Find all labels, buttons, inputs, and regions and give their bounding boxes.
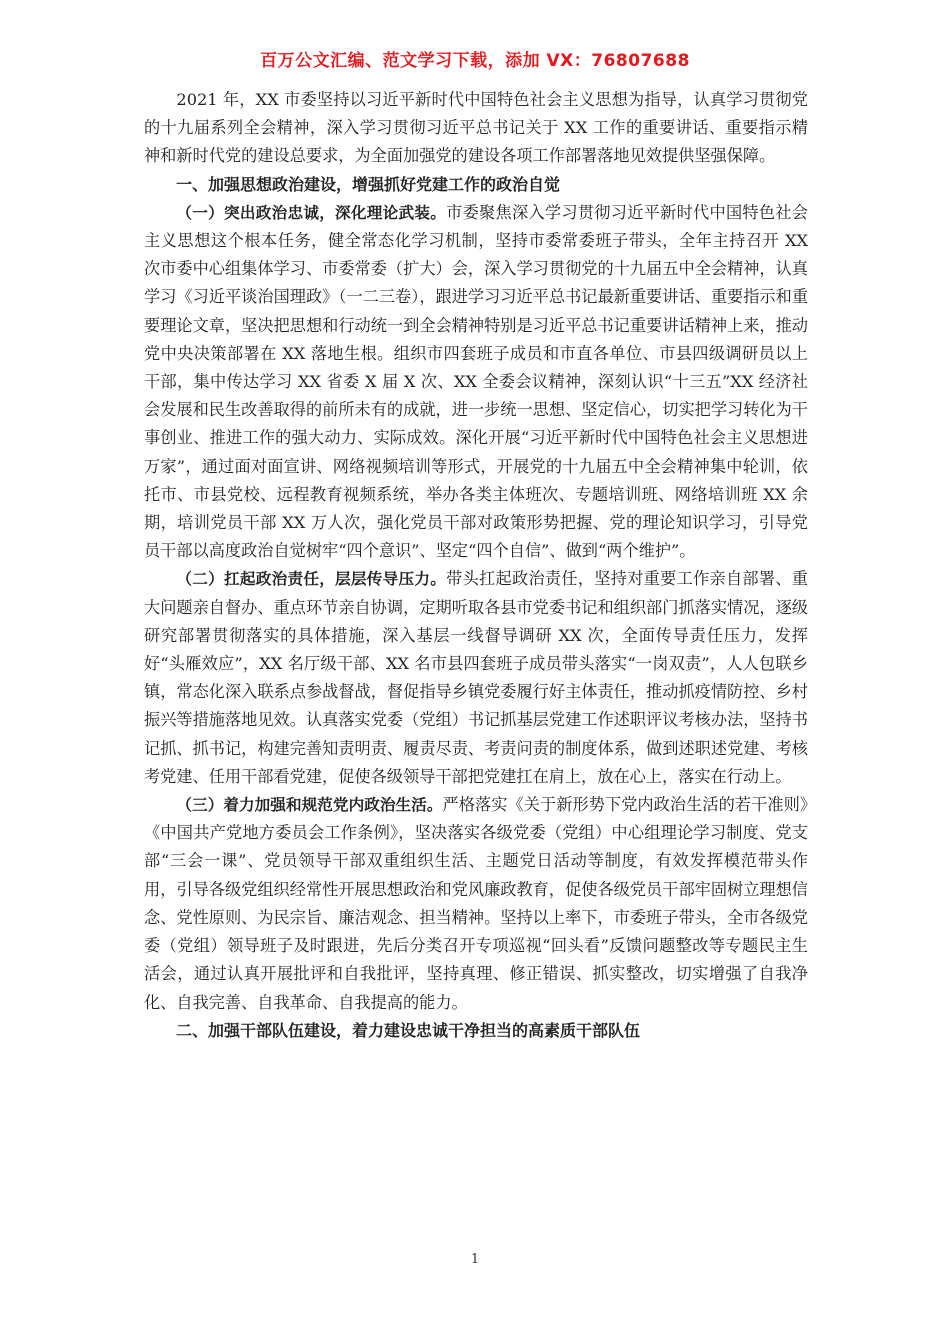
intro-paragraph: 2021 年，XX 市委坚持以习近平新时代中国特色社会主义思想为指导，认真学习贯彻党的十九届系列全会精神，深入学习贯彻习近平总书记关于 XX 工作的重要讲话、重要指示精神和新时代党的建设总要求，为全面加强党的建设各项工作部署落地见效提供坚强保障。 bbox=[144, 90, 808, 166]
subheading-1: （一）突出政治忠诚，深化理论武装。 bbox=[176, 203, 447, 222]
header-banner: 百万公文汇编、范文学习下载，添加 VX：76807688 bbox=[260, 51, 690, 71]
paragraph-3-body: 严格落实《关于新形势下党内政治生活的若干准则》《中国共产党地方委员会工作条例》，坚决落实各级党委（党组）中心组理论学习制度、党支部“三会一课”、党员领导干部双重组织生活、主题党日活动等制度，有效发挥模范带头作用，引导各级党组织经常性开展思想政治和党风廉政教育，促使各级党员干部牢固树立理想信念、党性原则、为民宗旨、廉洁观念、担当精神。坚持以上率下，市委班子带头，全市各级党委（党组）领导班子及时跟进，先后分类召开专项巡视“回头看”反馈问题整改等专题民主生活会，通过认真开展批评和自我批评，坚持真理、修正错误、抓实整改，切实增强了自我净化、自我完善、自我革命、自我提高的能力。 bbox=[144, 795, 808, 1012]
document-body bbox=[144, 86, 808, 1045]
paragraph-2 bbox=[144, 565, 808, 791]
paragraph-2-body: 带头扛起政治责任，坚持对重要工作亲自部署、重大问题亲自督办、重点环节亲自协调，定期听取各县市党委书记和组织部门抓落实情况，逐级研究部署贯彻落实的具体措施，深入基层一线督导调研 XX 次，全面传导责任压力，发挥好“头雁效应”，XX 名厅级干部、XX 名市县四套班子成员带头落实“一岗双责”，人人包联乡镇，常态化深入联系点参战督战，督促指导乡镇党委履行好主体责任，推动抓疫情防控、乡村振兴等措施落地见效。认真落实党委（党组）书记抓基层党建工作述职评议考核办法，坚持书记抓、抓书记，构建完善知责明责、履责尽责、考责问责的制度体系，做到述职述党建、考核考党建、任用干部看党建，促使各级领导干部把党建扛在肩上，放在心上，落实在行动上。 bbox=[144, 569, 808, 786]
section-heading-1: 一、加强思想政治建设，增强抓好党建工作的政治自觉 bbox=[176, 174, 561, 194]
subheading-2: （二）扛起政治责任，层层传导压力。 bbox=[176, 570, 447, 589]
section-heading-2: 二、加强干部队伍建设，着力建设忠诚干净担当的高素质干部队伍 bbox=[176, 1020, 641, 1040]
paragraph-1 bbox=[144, 199, 808, 566]
paragraph-1-body: 市委聚焦深入学习贯彻习近平新时代中国特色社会主义思想这个根本任务，健全常态化学习机制，坚持市委常委班子带头，全年主持召开 XX 次市委中心组集体学习、市委常委（扩大）会，深入学习贯彻党的十九届五中全会精神，认真学习《习近平谈治国理政》（一二三卷），跟进学习习近平总书记最新重要讲话、重要指示和重要理论文章，坚决把思想和行动统一到全会精神特别是习近平总书记重要讲话精神上来，推动党中央决策部署在 XX 落地生根。组织市四套班子成员和市直各单位、市县四级调研员以上干部，集中传达学习 XX 省委 X 届 X 次、XX 全委会议精神，深刻认识“十三五”XX 经济社会发展和民生改善取得的前所未有的成就，进一步统一思想、坚定信心，切实把学习转化为干事创业、推进工作的强大动力、实际成效。深化开展“习近平新时代中国特色社会主义思想进万家”，通过面对面宣讲、网络视频培训等形式，开展党的十九届五中全会精神集中轮训，依托市、市县党校、远程教育视频系统，举办各类主体班次、专题培训班、网络培训班 XX 余期，培训党员干部 XX 万人次，强化党员干部对政策形势把握、党的理论知识学习，引导党员干部以高度政治自觉树牢“四个意识”、坚定“四个自信”、做到“两个维护”。 bbox=[144, 202, 808, 561]
paragraph-3 bbox=[144, 791, 808, 1017]
subheading-3: （三）着力加强和规范党内政治生活。 bbox=[176, 796, 443, 815]
page-number: 1 bbox=[470, 1252, 480, 1267]
